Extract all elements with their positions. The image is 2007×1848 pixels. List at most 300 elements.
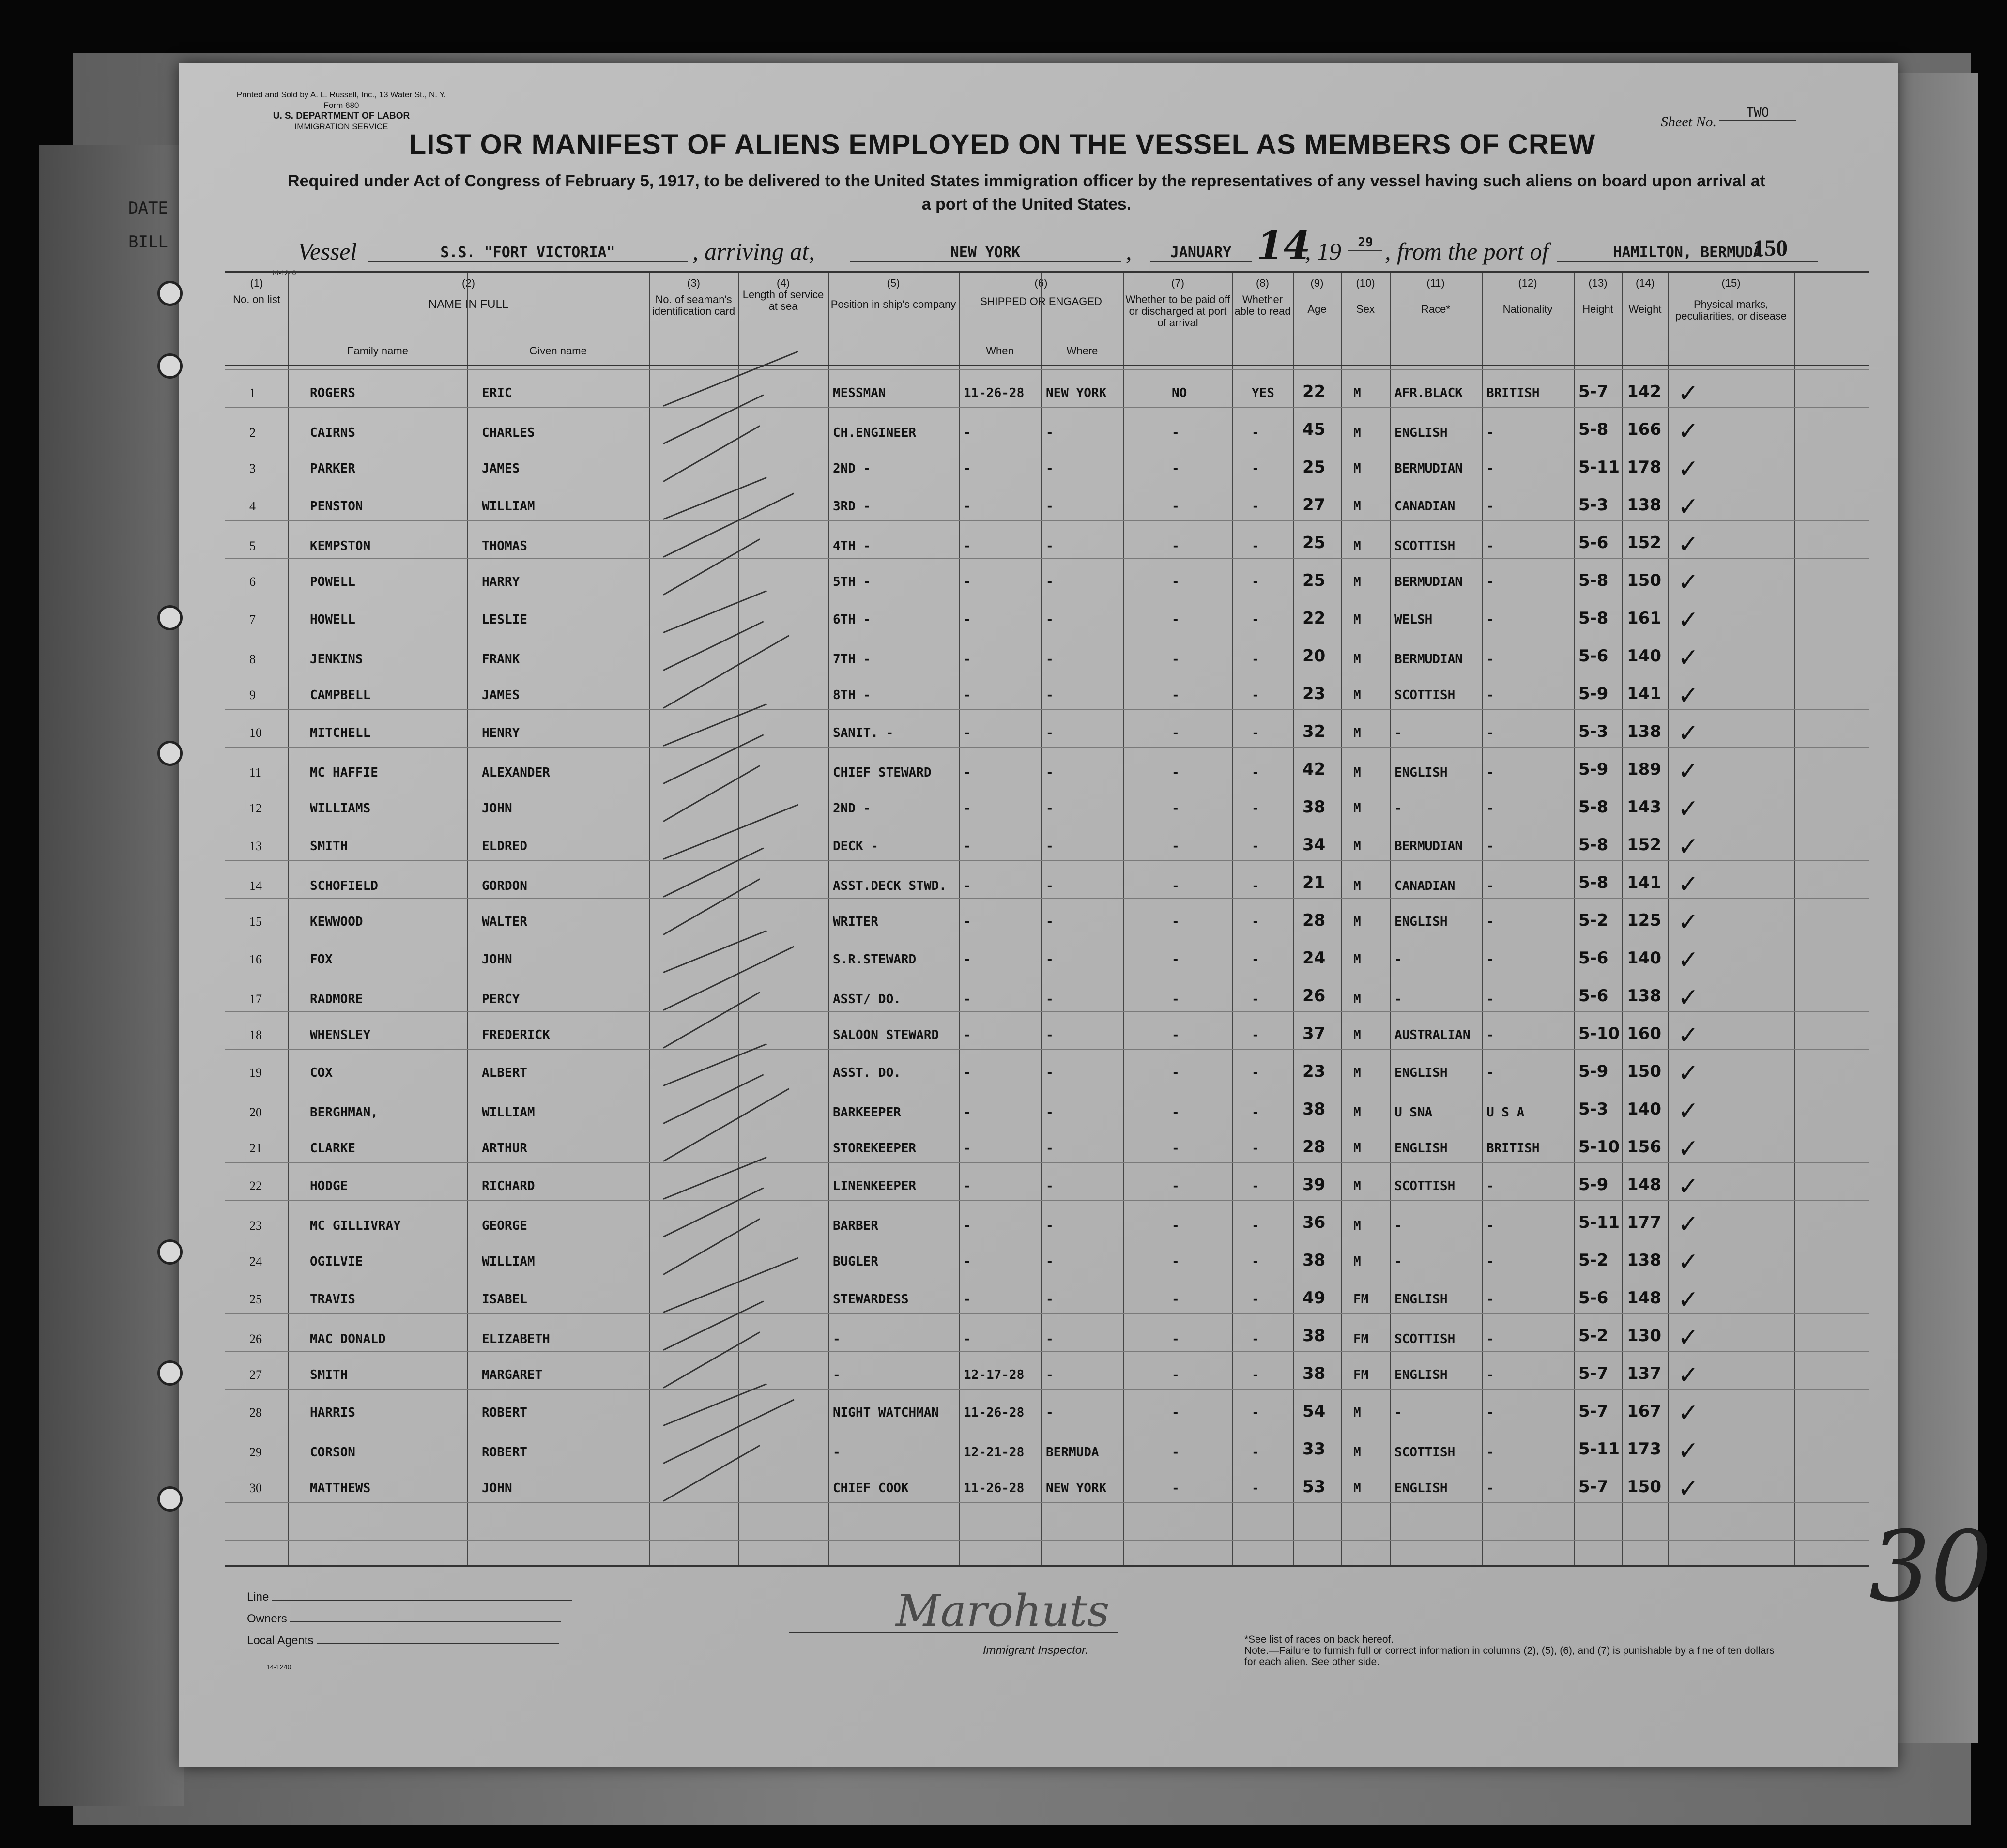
height: 5-7: [1578, 1402, 1609, 1421]
from-port-label: , from the port of: [1385, 238, 1549, 265]
position: ASST/ DO.: [833, 992, 901, 1007]
position: CHIEF STEWARD: [833, 765, 932, 780]
pencil-stroke: [663, 1300, 764, 1351]
binder-hole: [157, 353, 183, 379]
family-name: HODGE: [310, 1179, 348, 1193]
sex: M: [1353, 1254, 1361, 1269]
where-header: Where: [1066, 345, 1098, 357]
pencil-stroke: [663, 1257, 798, 1313]
column-rule: [959, 273, 960, 1565]
row-number: 18: [249, 1028, 262, 1042]
given-name: ALEXANDER: [482, 765, 550, 780]
nationality: -: [1486, 915, 1494, 929]
position: BUGLER: [833, 1254, 878, 1269]
family-name: RADMORE: [310, 992, 363, 1007]
able-to-read: -: [1252, 1368, 1259, 1382]
shipped-where: -: [1046, 1254, 1054, 1269]
able-to-read: -: [1252, 992, 1259, 1007]
nationality: -: [1486, 726, 1494, 740]
sex: FM: [1353, 1368, 1369, 1382]
given-name: HARRY: [482, 575, 520, 589]
able-to-read: -: [1252, 765, 1259, 780]
race: SCOTTISH: [1394, 1445, 1455, 1460]
shipped-when: -: [964, 612, 971, 627]
manifest-title: LIST OR MANIFEST OF ALIENS EMPLOYED ON THE VESSEL AS MEMBERS OF CREW: [409, 129, 1596, 160]
check-mark: ✓: [1678, 568, 1699, 597]
manifest-sheet: [179, 63, 1992, 1767]
row-number: 27: [249, 1368, 262, 1382]
paid-off: -: [1172, 952, 1180, 967]
column-rule: [1041, 273, 1042, 1565]
shipped-where: -: [1046, 915, 1054, 929]
shipped-where: -: [1046, 839, 1054, 854]
row-number: 21: [249, 1141, 262, 1155]
position: 5TH -: [833, 575, 871, 589]
column-rule: [738, 273, 739, 1565]
paid-off: -: [1172, 426, 1180, 440]
weight: 137: [1627, 1364, 1661, 1383]
height: 5-8: [1578, 835, 1609, 855]
paid-off: -: [1172, 839, 1180, 854]
height: 5-7: [1578, 1477, 1609, 1497]
sex: M: [1353, 652, 1361, 667]
able-to-read: -: [1252, 915, 1259, 929]
row-rule: [225, 1502, 1869, 1503]
paid-off: -: [1172, 499, 1180, 514]
nationality: -: [1486, 952, 1494, 967]
header-rule: [225, 365, 1869, 366]
nationality: -: [1486, 426, 1494, 440]
able-to-read: -: [1252, 1405, 1259, 1420]
service-name: IMMIGRATION SERVICE: [294, 122, 388, 131]
shipped-where: BERMUDA: [1046, 1445, 1099, 1460]
shipped-when: -: [964, 688, 971, 703]
family-name: MITCHELL: [310, 726, 371, 740]
family-name: MC GILLIVRAY: [310, 1219, 401, 1233]
age: 33: [1302, 1439, 1326, 1459]
shipped-when: -: [964, 726, 971, 740]
family-name: CAMPBELL: [310, 688, 371, 703]
check-mark: ✓: [1678, 1021, 1699, 1050]
sex: M: [1353, 879, 1361, 893]
race: ENGLISH: [1394, 915, 1448, 929]
shipped-where: -: [1046, 992, 1054, 1007]
check-mark: ✓: [1678, 417, 1699, 446]
shipped-where: -: [1046, 612, 1054, 627]
sex: M: [1353, 952, 1361, 967]
family-name: COX: [310, 1066, 333, 1080]
row-rule: [225, 520, 1869, 521]
shipped-where: -: [1046, 1292, 1054, 1307]
race: ENGLISH: [1394, 426, 1448, 440]
weight: 140: [1627, 948, 1661, 968]
able-to-read: -: [1252, 1332, 1259, 1346]
race: ENGLISH: [1394, 1368, 1448, 1382]
age: 45: [1302, 420, 1326, 439]
weight: 141: [1627, 684, 1661, 703]
position: ASST.DECK STWD.: [833, 879, 947, 893]
family-name: KEMPSTON: [310, 539, 371, 553]
position: BARKEEPER: [833, 1105, 901, 1120]
shipped-where: -: [1046, 1028, 1054, 1042]
age: 54: [1302, 1402, 1326, 1421]
paid-off: -: [1172, 726, 1180, 740]
row-rule: [225, 558, 1869, 559]
position: STEWARDESS: [833, 1292, 909, 1307]
check-mark: ✓: [1678, 832, 1699, 861]
row-number: 2: [249, 426, 256, 440]
column-rule: [649, 273, 650, 1565]
shipped-when: -: [964, 1179, 971, 1193]
column-rule: [1232, 273, 1233, 1565]
age: 22: [1302, 609, 1326, 628]
from-port: HAMILTON, BERMUDA: [1557, 244, 1818, 262]
weight: 150: [1627, 1477, 1661, 1497]
able-to-read: -: [1252, 879, 1259, 893]
paid-off: -: [1172, 879, 1180, 893]
row-number: 26: [249, 1332, 262, 1346]
shipped-when: -: [964, 1028, 971, 1042]
sex: M: [1353, 839, 1361, 854]
pencil-stroke: [663, 351, 798, 407]
family-name: JENKINS: [310, 652, 363, 667]
able-to-read: -: [1252, 1179, 1259, 1193]
position: CH.ENGINEER: [833, 426, 917, 440]
height: 5-6: [1578, 1288, 1609, 1308]
paid-off: -: [1172, 1405, 1180, 1420]
weight: 177: [1627, 1213, 1661, 1232]
nationality: -: [1486, 1219, 1494, 1233]
col14-header: (14) Weight: [1628, 277, 1662, 315]
height: 5-11: [1578, 458, 1620, 477]
shipped-where: -: [1046, 1179, 1054, 1193]
shipped-where: -: [1046, 879, 1054, 893]
col7-header: (7) Whether to be paid off or discharged at port of arrival: [1125, 277, 1230, 329]
age: 22: [1302, 382, 1326, 401]
row-rule: [225, 1162, 1869, 1163]
row-number: 28: [249, 1405, 262, 1420]
row-number: 20: [249, 1105, 262, 1119]
row-rule: [225, 1313, 1869, 1314]
department-name: U. S. DEPARTMENT OF LABOR: [273, 111, 410, 121]
manifest-subtitle: Required under Act of Congress of February 5, 1917, to be delivered to the United States immigration officer by the representatives of any vessel having such aliens on board upon arrival at a port of the United States.: [288, 172, 1765, 214]
race: SCOTTISH: [1394, 688, 1455, 703]
race: SCOTTISH: [1394, 1332, 1455, 1346]
weight: 143: [1627, 797, 1661, 817]
able-to-read: -: [1252, 952, 1259, 967]
given-name: GEORGE: [482, 1219, 527, 1233]
pencil-stroke: [663, 734, 764, 784]
shipped-where: -: [1046, 426, 1054, 440]
race: -: [1394, 801, 1402, 816]
position: BARBER: [833, 1219, 878, 1233]
check-mark: ✓: [1678, 681, 1699, 710]
row-rule: [225, 369, 1869, 370]
race: -: [1394, 1405, 1402, 1420]
sex: M: [1353, 726, 1361, 740]
age: 53: [1302, 1477, 1326, 1497]
age: 24: [1302, 948, 1326, 968]
sex: M: [1353, 426, 1361, 440]
given-name: PERCY: [482, 992, 520, 1007]
position: -: [833, 1445, 841, 1460]
able-to-read: -: [1252, 801, 1259, 816]
row-number: 13: [249, 839, 262, 853]
pencil-stroke: [663, 621, 764, 671]
line-field: Line: [247, 1590, 572, 1604]
weight: 140: [1627, 1100, 1661, 1119]
shipped-when: -: [964, 426, 971, 440]
pencil-stroke: [663, 1074, 764, 1124]
binder-hole: [157, 1486, 183, 1512]
race: AUSTRALIAN: [1394, 1028, 1471, 1042]
binder-hole: [157, 1360, 183, 1386]
paid-off: -: [1172, 1481, 1180, 1496]
given-name: ELDRED: [482, 839, 527, 854]
weight: 189: [1627, 760, 1661, 779]
column-rule: [288, 273, 289, 1565]
row-number: 10: [249, 726, 262, 740]
position: 7TH -: [833, 652, 871, 667]
weight: 161: [1627, 609, 1661, 628]
col15-header: (15) Physical marks, peculiarities, or disease: [1675, 277, 1787, 322]
able-to-read: -: [1252, 1254, 1259, 1269]
given-name: WALTER: [482, 915, 527, 929]
col6-header: (6) SHIPPED OR ENGAGED: [980, 277, 1102, 307]
shipped-when: 11-26-28: [964, 1405, 1025, 1420]
row-rule: [225, 407, 1869, 408]
age: 28: [1302, 1137, 1326, 1157]
family-name: HOWELL: [310, 612, 355, 627]
column-rule: [1794, 273, 1795, 1565]
col8-header: (8) Whether able to read: [1234, 277, 1291, 317]
paid-off: -: [1172, 992, 1180, 1007]
family-name: POWELL: [310, 575, 355, 589]
binder-hole: [157, 741, 183, 766]
check-mark: ✓: [1678, 1323, 1699, 1352]
height: 5-9: [1578, 1062, 1609, 1081]
shipped-where: -: [1046, 1105, 1054, 1120]
given-name: ARTHUR: [482, 1141, 527, 1156]
pencil-stroke: [663, 1399, 794, 1464]
check-mark: ✓: [1678, 606, 1699, 635]
column-rule: [1574, 273, 1575, 1565]
paid-off: -: [1172, 1292, 1180, 1307]
row-rule: [225, 1049, 1869, 1050]
position: MESSMAN: [833, 386, 886, 400]
pencil-stroke: [663, 1445, 760, 1502]
weight: 166: [1627, 420, 1661, 439]
weight: 148: [1627, 1288, 1661, 1308]
sex: M: [1353, 1481, 1361, 1496]
shipped-where: -: [1046, 688, 1054, 703]
sex: FM: [1353, 1292, 1369, 1307]
paid-off: -: [1172, 612, 1180, 627]
check-mark: ✓: [1678, 1399, 1699, 1428]
row-number: 19: [249, 1066, 262, 1080]
able-to-read: -: [1252, 1028, 1259, 1042]
family-name: MAC DONALD: [310, 1332, 386, 1346]
column-rule: [1123, 273, 1124, 1565]
sex: M: [1353, 992, 1361, 1007]
given-name: WILLIAM: [482, 499, 535, 514]
row-number: 6: [249, 575, 256, 589]
crew-tally: 30: [1869, 1511, 1992, 1623]
col5-header: (5) Position in ship's company: [830, 277, 956, 310]
paid-off: -: [1172, 915, 1180, 929]
given-name-header: Given name: [529, 345, 587, 357]
row-number: 24: [249, 1254, 262, 1268]
family-name: HARRIS: [310, 1405, 355, 1420]
sex: M: [1353, 688, 1361, 703]
given-name: WILLIAM: [482, 1254, 535, 1269]
page-number: 150: [1753, 235, 1788, 261]
form-code-bottom: 14-1240: [266, 1663, 291, 1671]
age: 25: [1302, 533, 1326, 552]
pencil-stroke: [663, 847, 764, 898]
row-number: 23: [249, 1219, 262, 1233]
shipped-when: -: [964, 461, 971, 476]
sex: M: [1353, 915, 1361, 929]
check-mark: ✓: [1678, 719, 1699, 748]
family-name: CAIRNS: [310, 426, 355, 440]
check-mark: ✓: [1678, 492, 1699, 521]
row-number: 29: [249, 1445, 262, 1459]
able-to-read: YES: [1252, 386, 1274, 400]
shipped-where: -: [1046, 1066, 1054, 1080]
nationality: -: [1486, 1254, 1494, 1269]
sheet-number-label: Sheet No.: [1661, 114, 1716, 130]
race: ENGLISH: [1394, 1481, 1448, 1496]
row-rule: [225, 860, 1869, 861]
position: SALOON STEWARD: [833, 1028, 939, 1042]
row-rule: [225, 1200, 1869, 1201]
weight: 138: [1627, 1251, 1661, 1270]
shipped-when: -: [964, 1292, 971, 1307]
given-name: ROBERT: [482, 1445, 527, 1460]
able-to-read: -: [1252, 1219, 1259, 1233]
weight: 152: [1627, 533, 1661, 552]
nationality: -: [1486, 1445, 1494, 1460]
check-mark: ✓: [1678, 1172, 1699, 1201]
margin-date-label: DATE: [128, 199, 168, 218]
able-to-read: -: [1252, 1141, 1259, 1156]
check-mark: ✓: [1678, 455, 1699, 484]
check-mark: ✓: [1678, 1474, 1699, 1503]
age: 37: [1302, 1024, 1326, 1043]
able-to-read: -: [1252, 612, 1259, 627]
col2-header: (2) NAME IN FULL: [428, 277, 509, 311]
form-code-top: 14-1240: [271, 269, 296, 276]
shipped-where: -: [1046, 499, 1054, 514]
given-name: HENRY: [482, 726, 520, 740]
shipped-when: -: [964, 801, 971, 816]
sheet-number-value: TWO: [1719, 106, 1796, 121]
check-mark: ✓: [1678, 1248, 1699, 1277]
row-number: 5: [249, 539, 256, 553]
shipped-where: NEW YORK: [1046, 1481, 1107, 1496]
able-to-read: -: [1252, 575, 1259, 589]
paid-off: -: [1172, 1254, 1180, 1269]
position: 4TH -: [833, 539, 871, 553]
given-name: ISABEL: [482, 1292, 527, 1307]
row-number: 4: [249, 499, 256, 513]
given-name: FRANK: [482, 652, 520, 667]
shipped-where: -: [1046, 1368, 1054, 1382]
vessel-name: S.S. "FORT VICTORIA": [368, 244, 688, 262]
local-agents-field: Local Agents: [247, 1634, 559, 1648]
row-number: 30: [249, 1481, 262, 1495]
pencil-stroke: [663, 946, 794, 1011]
family-name: ROGERS: [310, 386, 355, 400]
paid-off: -: [1172, 1179, 1180, 1193]
family-name: SMITH: [310, 1368, 348, 1382]
shipped-where: -: [1046, 539, 1054, 553]
column-rule: [467, 273, 468, 1565]
shipped-where: -: [1046, 726, 1054, 740]
weight: 138: [1627, 722, 1661, 741]
race: -: [1394, 1219, 1402, 1233]
sex: M: [1353, 539, 1361, 553]
shipped-where: -: [1046, 1405, 1054, 1420]
arrival-day: 14: [1256, 223, 1311, 268]
paid-off: -: [1172, 1141, 1180, 1156]
shipped-when: 12-17-28: [964, 1368, 1025, 1382]
shipped-when: -: [964, 539, 971, 553]
position: WRITER: [833, 915, 878, 929]
shipped-when: -: [964, 499, 971, 514]
nationality: -: [1486, 1292, 1494, 1307]
able-to-read: -: [1252, 652, 1259, 667]
check-mark: ✓: [1678, 1059, 1699, 1088]
given-name: ROBERT: [482, 1405, 527, 1420]
pencil-stroke: [663, 493, 794, 558]
paid-off: -: [1172, 575, 1180, 589]
race: BERMUDIAN: [1394, 575, 1463, 589]
column-rule: [828, 273, 829, 1565]
shipped-when: -: [964, 1219, 971, 1233]
col3-header: (3) No. of seaman's identification card: [652, 277, 735, 317]
family-name-header: Family name: [347, 345, 408, 357]
age: 38: [1302, 1326, 1326, 1345]
weight: 152: [1627, 835, 1661, 855]
shipped-where: -: [1046, 575, 1054, 589]
sex: M: [1353, 765, 1361, 780]
height: 5-10: [1578, 1137, 1620, 1157]
shipped-where: -: [1046, 952, 1054, 967]
row-number: 12: [249, 801, 262, 815]
vessel-line: Vessel S.S. "FORT VICTORIA" , arriving at, NEW YORK , JANUARY 14 , 19 29 , from the port of HAMILTON, BERMUDA: [298, 237, 1750, 266]
pencil-stroke: [663, 1218, 760, 1275]
weight: 173: [1627, 1439, 1661, 1459]
height: 5-6: [1578, 986, 1609, 1006]
col1-header: (1) No. on list: [233, 277, 280, 305]
family-name: FOX: [310, 952, 333, 967]
weight: 125: [1627, 911, 1661, 930]
given-name: ALBERT: [482, 1066, 527, 1080]
paid-off: -: [1172, 652, 1180, 667]
able-to-read: -: [1252, 1105, 1259, 1120]
paid-off: -: [1172, 1368, 1180, 1382]
family-name: CLARKE: [310, 1141, 355, 1156]
shipped-when: -: [964, 1254, 971, 1269]
race: AFR.BLACK: [1394, 386, 1463, 400]
row-number: 9: [249, 688, 256, 702]
nationality: -: [1486, 1179, 1494, 1193]
row-number: 7: [249, 612, 256, 626]
age: 39: [1302, 1175, 1326, 1194]
nationality: -: [1486, 461, 1494, 476]
